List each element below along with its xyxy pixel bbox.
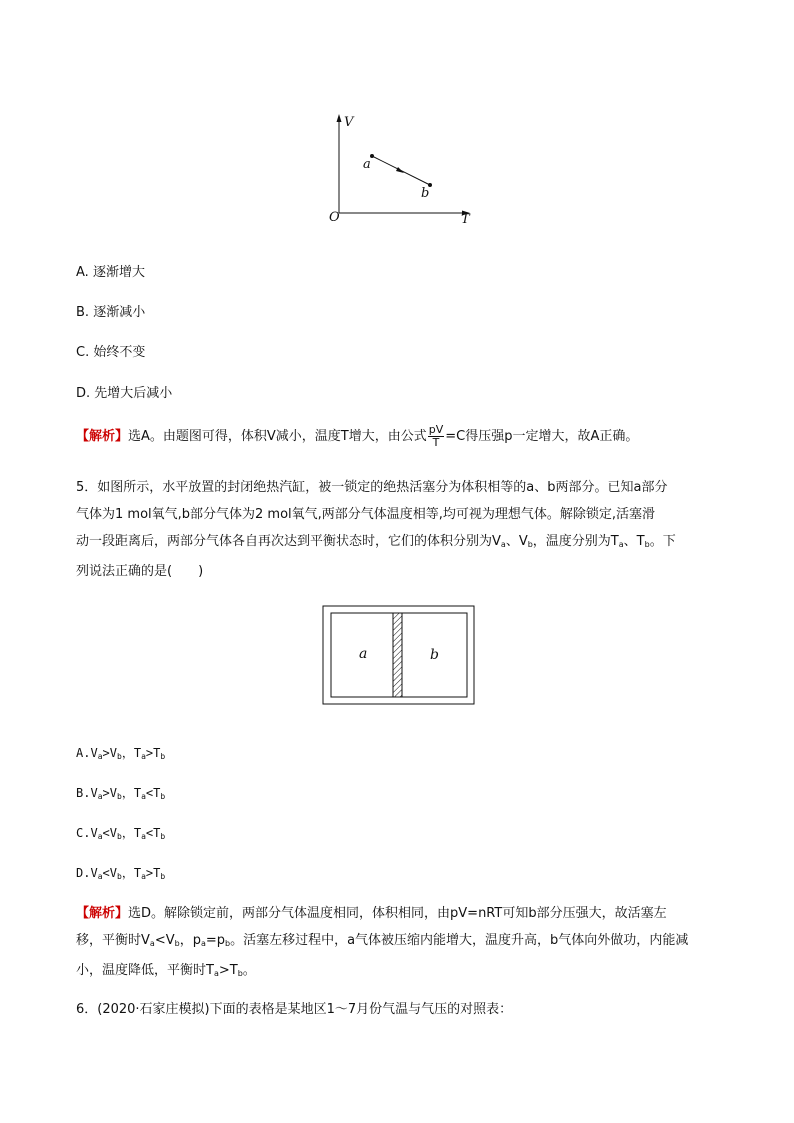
q5-question: 5．如图所示，水平放置的封闭绝热汽缸，被一锁定的绝热活塞分为体积相等的a、b两部分。已知a部分 气体为1 mol氧气,b部分气体为2 mol氧气,两部分气体温度相等,均可视为理想气体。解除锁定,活塞滑 动一段距离后，两部分气体各自再次达到平衡状态时，它们的体积分别为$V_a$、$V_b$，温度分别为$T_a$、$T_b$。下 列说法正确的是( ) bbox=[76, 480, 676, 579]
q5-option-b: $B.V_a>V_b$，$T_a<T_b$ bbox=[76, 786, 166, 801]
q4-option-b: B. 逐渐减小 bbox=[76, 305, 146, 320]
q6-question: 6．(2020·石家庄模拟)下面的表格是某地区1～7月份气温与气压的对照表： bbox=[76, 1002, 513, 1017]
q5-option-c: $C.V_a<V_b$，$T_a<T_b$ bbox=[76, 826, 166, 841]
chamber-label-a: a bbox=[359, 646, 368, 662]
piston bbox=[393, 613, 402, 697]
q4-analysis: 【解析】选A。由题图可得，体积V减小，温度T增大，由公式 $\frac{pV}{T}$ =C得压强p一定增大，故A正确。 bbox=[76, 423, 639, 449]
axis-label-v: V bbox=[344, 115, 354, 130]
point-label-b: b bbox=[421, 186, 430, 201]
q4-option-d: D. 先增大后减小 bbox=[76, 386, 173, 401]
q5-option-a: $A.V_a>V_b$，$T_a>T_b$ bbox=[76, 746, 166, 761]
q4-option-a: A. 逐渐增大 bbox=[76, 265, 145, 280]
point-label-a: a bbox=[363, 157, 371, 172]
q5-analysis: 【解析】选D。解除锁定前，两部分气体温度相同，体积相同，由pV=nRT可知b部分压强大，故活塞左 移，平衡时$V_a<V_b$，$p_a=p_b$。活塞左移过程中，a气体被压缩内能增大，温度升高，b气体向外做功，内能减 小，温度降低，平衡时$T_a>T_b$。 bbox=[76, 906, 689, 978]
analysis-label: 【解析】 bbox=[76, 906, 129, 921]
v-axis-arrow-icon bbox=[337, 114, 342, 122]
axis-label-t: T bbox=[461, 212, 470, 227]
formula-fraction: $\frac{pV}{T}$ bbox=[428, 423, 444, 449]
origin-label: O bbox=[329, 210, 340, 225]
q5-option-d: $D.V_a<V_b$，$T_a>T_b$ bbox=[76, 866, 166, 881]
cylinder-diagram bbox=[322, 605, 476, 707]
chamber-label-b: b bbox=[430, 647, 439, 663]
q4-option-c: C. 始终不变 bbox=[76, 345, 146, 360]
analysis-label: 【解析】 bbox=[76, 429, 129, 444]
direction-arrow-icon bbox=[396, 167, 404, 173]
